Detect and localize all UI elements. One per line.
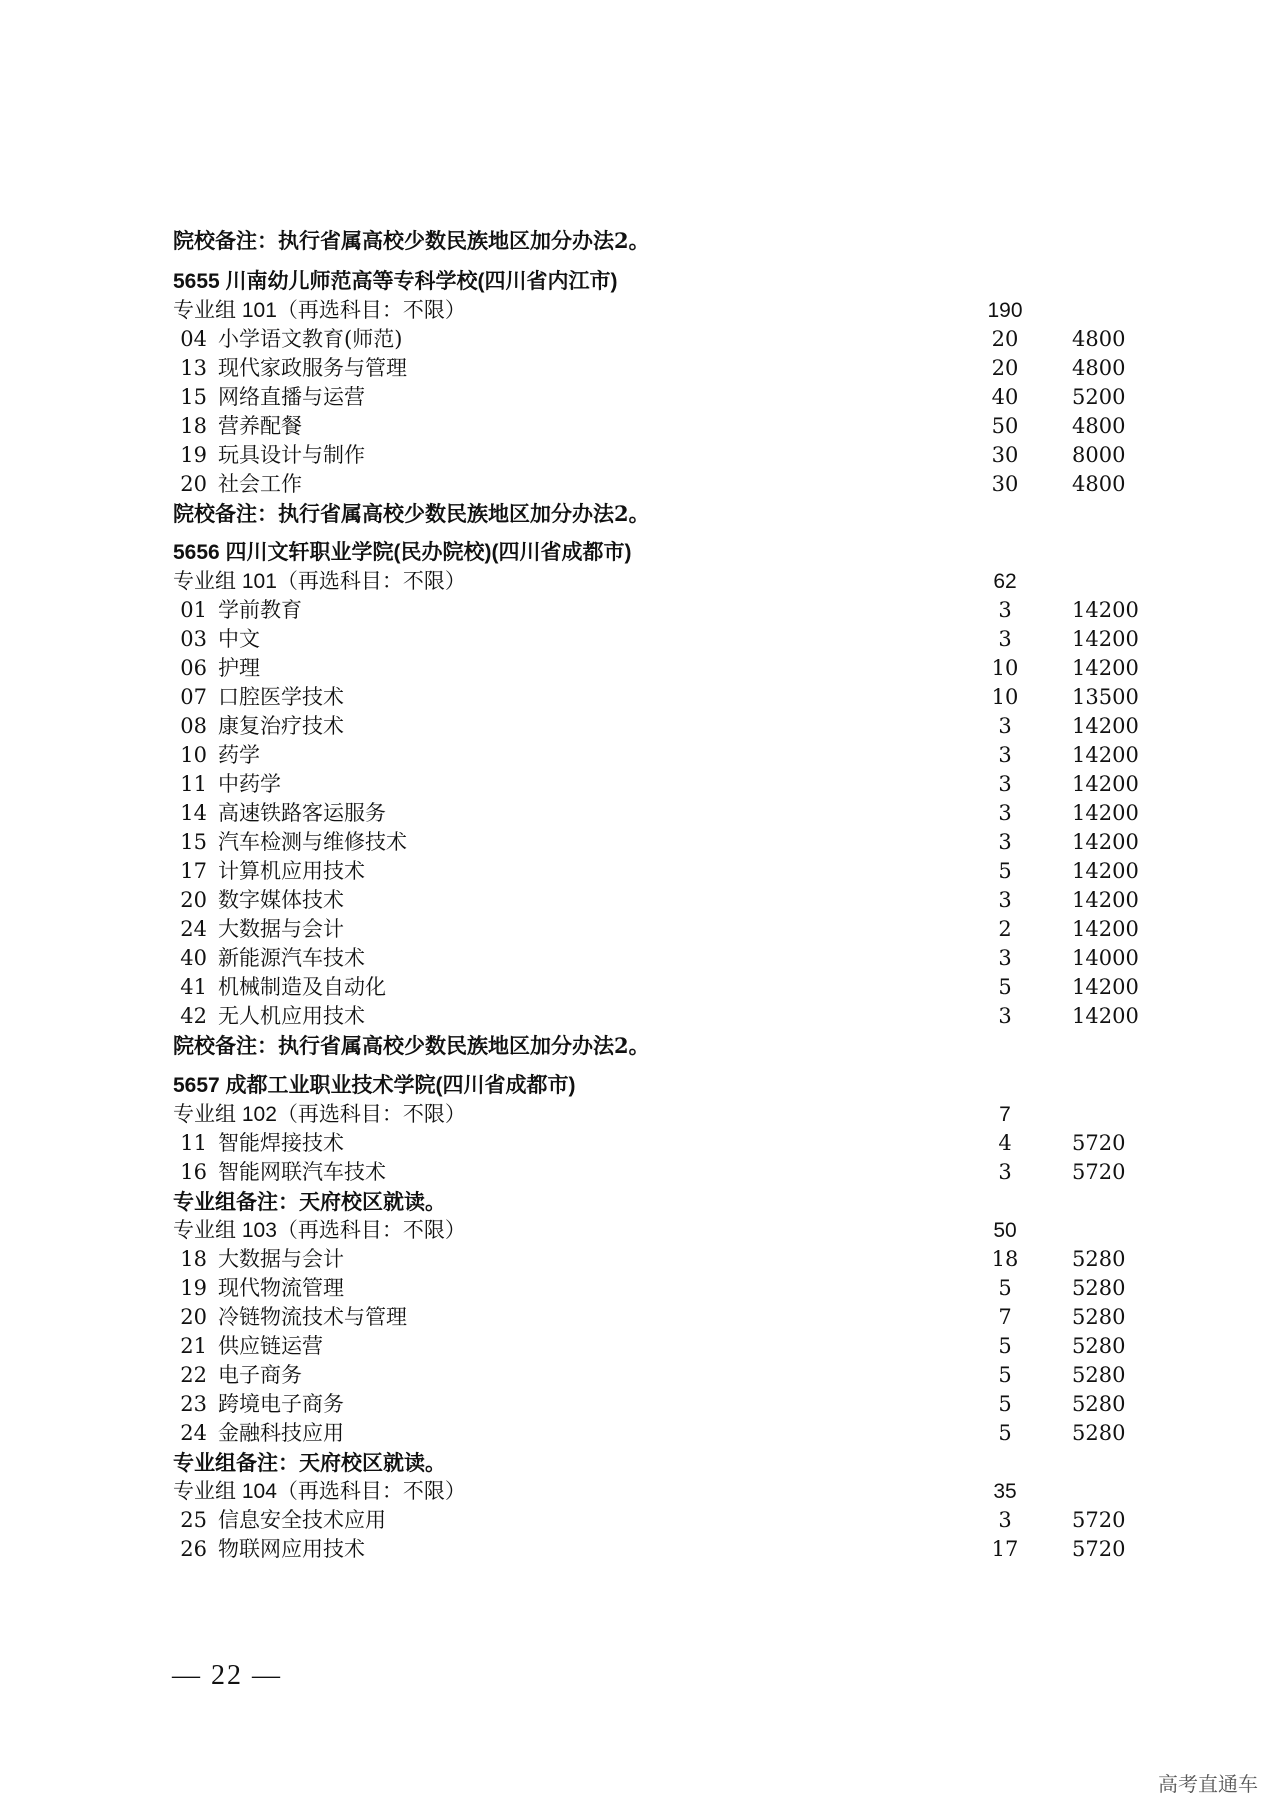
major-quota: 40 <box>991 385 1019 409</box>
major-quota: 3 <box>998 1508 1012 1532</box>
major-name: 高速铁路客运服务 <box>218 801 386 825</box>
major-name: 中药学 <box>218 772 281 796</box>
major-name: 护理 <box>218 656 260 680</box>
major-name: 信息安全技术应用 <box>218 1508 386 1532</box>
major-fee: 5280 <box>1072 1334 1126 1358</box>
major-fee: 5200 <box>1072 385 1126 409</box>
major-code: 15 <box>180 830 207 854</box>
major-quota: 5 <box>998 859 1012 883</box>
major-quota: 20 <box>991 356 1019 380</box>
note-text: 院校备注：执行省属高校少数民族地区加分办法2。 <box>173 228 650 253</box>
major-fee: 14200 <box>1072 830 1139 854</box>
school-title <box>0 267 1280 296</box>
major-name: 供应链运营 <box>218 1334 323 1358</box>
major-fee: 5280 <box>1072 1392 1126 1416</box>
major-quota: 3 <box>998 714 1012 738</box>
major-name: 新能源汽车技术 <box>218 946 365 970</box>
group-header <box>0 1216 1280 1245</box>
major-fee: 5280 <box>1072 1363 1126 1387</box>
major-code: 18 <box>180 1247 207 1271</box>
major-quota: 3 <box>998 946 1012 970</box>
major-row <box>0 1303 1280 1332</box>
major-code: 22 <box>180 1363 207 1387</box>
major-row <box>0 470 1280 499</box>
major-fee: 14200 <box>1072 772 1139 796</box>
major-code: 13 <box>180 356 207 380</box>
major-quota: 5 <box>998 1334 1012 1358</box>
major-quota: 20 <box>991 327 1019 351</box>
major-quota: 3 <box>998 830 1012 854</box>
note-text: 专业组备注：天府校区就读。 <box>173 1189 446 1214</box>
major-row <box>0 654 1280 683</box>
major-name: 智能焊接技术 <box>218 1131 344 1155</box>
major-row <box>0 770 1280 799</box>
major-name: 中文 <box>218 627 260 651</box>
major-code: 24 <box>180 1421 207 1445</box>
major-row <box>0 1361 1280 1390</box>
major-name: 药学 <box>218 743 260 767</box>
major-fee: 5720 <box>1072 1160 1126 1184</box>
note-text: 专业组备注：天府校区就读。 <box>173 1450 446 1475</box>
group-quota: 50 <box>993 1219 1017 1242</box>
group-label: 专业组 101（再选科目：不限） <box>173 570 466 593</box>
major-quota: 7 <box>998 1305 1012 1329</box>
major-code: 25 <box>180 1508 207 1532</box>
group-quota: 62 <box>993 570 1017 593</box>
major-row <box>0 828 1280 857</box>
major-quota: 5 <box>998 1276 1012 1300</box>
major-fee: 14200 <box>1072 801 1139 825</box>
major-row <box>0 596 1280 625</box>
major-fee: 5720 <box>1072 1131 1126 1155</box>
group-header <box>0 567 1280 596</box>
major-code: 19 <box>180 443 207 467</box>
major-code: 26 <box>180 1537 207 1561</box>
major-row <box>0 799 1280 828</box>
major-name: 小学语文教育(师范) <box>218 327 403 351</box>
major-row <box>0 944 1280 973</box>
major-quota: 17 <box>991 1537 1019 1561</box>
school-note <box>0 1031 1280 1060</box>
major-code: 15 <box>180 385 207 409</box>
major-name: 口腔医学技术 <box>218 685 344 709</box>
major-code: 42 <box>180 1004 207 1028</box>
major-fee: 5280 <box>1072 1421 1126 1445</box>
major-fee: 14200 <box>1072 656 1139 680</box>
major-fee: 4800 <box>1072 414 1126 438</box>
major-quota: 5 <box>998 1363 1012 1387</box>
major-code: 17 <box>180 859 207 883</box>
major-row <box>0 1506 1280 1535</box>
major-fee: 5280 <box>1072 1305 1126 1329</box>
major-row <box>0 683 1280 712</box>
major-row <box>0 1332 1280 1361</box>
major-code: 14 <box>180 801 207 825</box>
major-fee: 14000 <box>1072 946 1139 970</box>
major-code: 20 <box>180 472 207 496</box>
major-name: 无人机应用技术 <box>218 1004 365 1028</box>
major-name: 计算机应用技术 <box>218 859 365 883</box>
major-name: 智能网联汽车技术 <box>218 1160 386 1184</box>
school-title-text: 5655 川南幼儿师范高等专科学校(四川省内江市) <box>173 270 618 293</box>
major-name: 跨境电子商务 <box>218 1392 344 1416</box>
major-name: 电子商务 <box>218 1363 302 1387</box>
major-row <box>0 915 1280 944</box>
major-fee: 8000 <box>1072 443 1126 467</box>
major-code: 06 <box>180 656 207 680</box>
school-note <box>0 226 1280 255</box>
major-code: 19 <box>180 1276 207 1300</box>
major-fee: 4800 <box>1072 356 1126 380</box>
major-name: 社会工作 <box>218 472 302 496</box>
major-quota: 30 <box>991 443 1019 467</box>
major-fee: 13500 <box>1072 685 1139 709</box>
major-row <box>0 712 1280 741</box>
major-quota: 50 <box>991 414 1019 438</box>
major-fee: 14200 <box>1072 743 1139 767</box>
major-name: 物联网应用技术 <box>218 1537 365 1561</box>
major-row <box>0 741 1280 770</box>
major-name: 玩具设计与制作 <box>218 443 365 467</box>
major-name: 现代家政服务与管理 <box>218 356 407 380</box>
major-fee: 14200 <box>1072 1004 1139 1028</box>
major-fee: 5720 <box>1072 1508 1126 1532</box>
major-name: 大数据与会计 <box>218 1247 344 1271</box>
group-header <box>0 296 1280 325</box>
major-quota: 3 <box>998 743 1012 767</box>
major-row <box>0 441 1280 470</box>
major-row <box>0 1245 1280 1274</box>
major-code: 20 <box>180 888 207 912</box>
major-fee: 14200 <box>1072 598 1139 622</box>
group-quota: 7 <box>999 1103 1011 1126</box>
note-text: 院校备注：执行省属高校少数民族地区加分办法2。 <box>173 1033 650 1058</box>
major-quota: 3 <box>998 1160 1012 1184</box>
major-fee: 14200 <box>1072 859 1139 883</box>
major-row <box>0 1535 1280 1564</box>
major-quota: 4 <box>998 1131 1012 1155</box>
major-row <box>0 1158 1280 1187</box>
major-quota: 3 <box>998 888 1012 912</box>
major-row <box>0 857 1280 886</box>
page-number: — 22 — <box>172 1660 282 1691</box>
major-code: 21 <box>180 1334 207 1358</box>
major-row <box>0 625 1280 654</box>
group-quota: 35 <box>993 1480 1017 1503</box>
major-row <box>0 354 1280 383</box>
major-fee: 14200 <box>1072 627 1139 651</box>
group-label: 专业组 101（再选科目：不限） <box>173 299 466 322</box>
major-code: 08 <box>180 714 207 738</box>
major-name: 大数据与会计 <box>218 917 344 941</box>
major-code: 01 <box>180 598 207 622</box>
major-fee: 5720 <box>1072 1537 1126 1561</box>
major-quota: 3 <box>998 772 1012 796</box>
major-name: 数字媒体技术 <box>218 888 344 912</box>
major-row <box>0 1002 1280 1031</box>
major-name: 营养配餐 <box>218 414 302 438</box>
major-fee: 5280 <box>1072 1247 1126 1271</box>
major-quota: 3 <box>998 1004 1012 1028</box>
major-row <box>0 1129 1280 1158</box>
major-quota: 5 <box>998 1421 1012 1445</box>
group-label: 专业组 102（再选科目：不限） <box>173 1103 466 1126</box>
school-title-text: 5656 四川文轩职业学院(民办院校)(四川省成都市) <box>173 541 632 564</box>
major-fee: 4800 <box>1072 327 1126 351</box>
major-row <box>0 383 1280 412</box>
major-quota: 10 <box>991 656 1019 680</box>
group-note <box>0 1187 1280 1216</box>
major-code: 10 <box>180 743 207 767</box>
major-quota: 18 <box>991 1247 1019 1271</box>
major-quota: 3 <box>998 627 1012 651</box>
major-quota: 3 <box>998 801 1012 825</box>
major-code: 03 <box>180 627 207 651</box>
major-code: 18 <box>180 414 207 438</box>
major-fee: 14200 <box>1072 917 1139 941</box>
major-name: 汽车检测与维修技术 <box>218 830 407 854</box>
major-quota: 2 <box>998 917 1012 941</box>
major-fee: 14200 <box>1072 714 1139 738</box>
major-code: 16 <box>180 1160 207 1184</box>
major-code: 11 <box>180 1131 207 1155</box>
major-name: 学前教育 <box>218 598 302 622</box>
major-fee: 14200 <box>1072 888 1139 912</box>
major-quota: 10 <box>991 685 1019 709</box>
major-code: 07 <box>180 685 207 709</box>
group-header <box>0 1477 1280 1506</box>
group-label: 专业组 104（再选科目：不限） <box>173 1480 466 1503</box>
major-quota: 5 <box>998 1392 1012 1416</box>
group-note <box>0 1448 1280 1477</box>
major-row <box>0 973 1280 1002</box>
major-quota: 30 <box>991 472 1019 496</box>
school-title <box>0 538 1280 567</box>
major-quota: 5 <box>998 975 1012 999</box>
major-row <box>0 1390 1280 1419</box>
major-name: 康复治疗技术 <box>218 714 344 738</box>
major-name: 网络直播与运营 <box>218 385 365 409</box>
group-quota: 190 <box>987 299 1023 322</box>
major-row <box>0 325 1280 354</box>
school-note <box>0 499 1280 528</box>
major-row <box>0 1419 1280 1448</box>
major-row <box>0 1274 1280 1303</box>
group-header <box>0 1100 1280 1129</box>
major-code: 11 <box>180 772 207 796</box>
major-name: 金融科技应用 <box>218 1421 344 1445</box>
major-name: 冷链物流技术与管理 <box>218 1305 407 1329</box>
major-fee: 5280 <box>1072 1276 1126 1300</box>
school-title <box>0 1071 1280 1100</box>
major-code: 40 <box>180 946 207 970</box>
major-fee: 4800 <box>1072 472 1126 496</box>
major-code: 20 <box>180 1305 207 1329</box>
major-name: 机械制造及自动化 <box>218 975 386 999</box>
major-row <box>0 886 1280 915</box>
school-title-text: 5657 成都工业职业技术学院(四川省成都市) <box>173 1074 576 1097</box>
major-name: 现代物流管理 <box>218 1276 344 1300</box>
major-fee: 14200 <box>1072 975 1139 999</box>
group-label: 专业组 103（再选科目：不限） <box>173 1219 466 1242</box>
major-row <box>0 412 1280 441</box>
major-code: 41 <box>180 975 207 999</box>
major-quota: 3 <box>998 598 1012 622</box>
major-code: 24 <box>180 917 207 941</box>
watermark: 高考直通车 <box>1158 1772 1258 1796</box>
major-code: 23 <box>180 1392 207 1416</box>
note-text: 院校备注：执行省属高校少数民族地区加分办法2。 <box>173 501 650 526</box>
major-code: 04 <box>180 327 207 351</box>
